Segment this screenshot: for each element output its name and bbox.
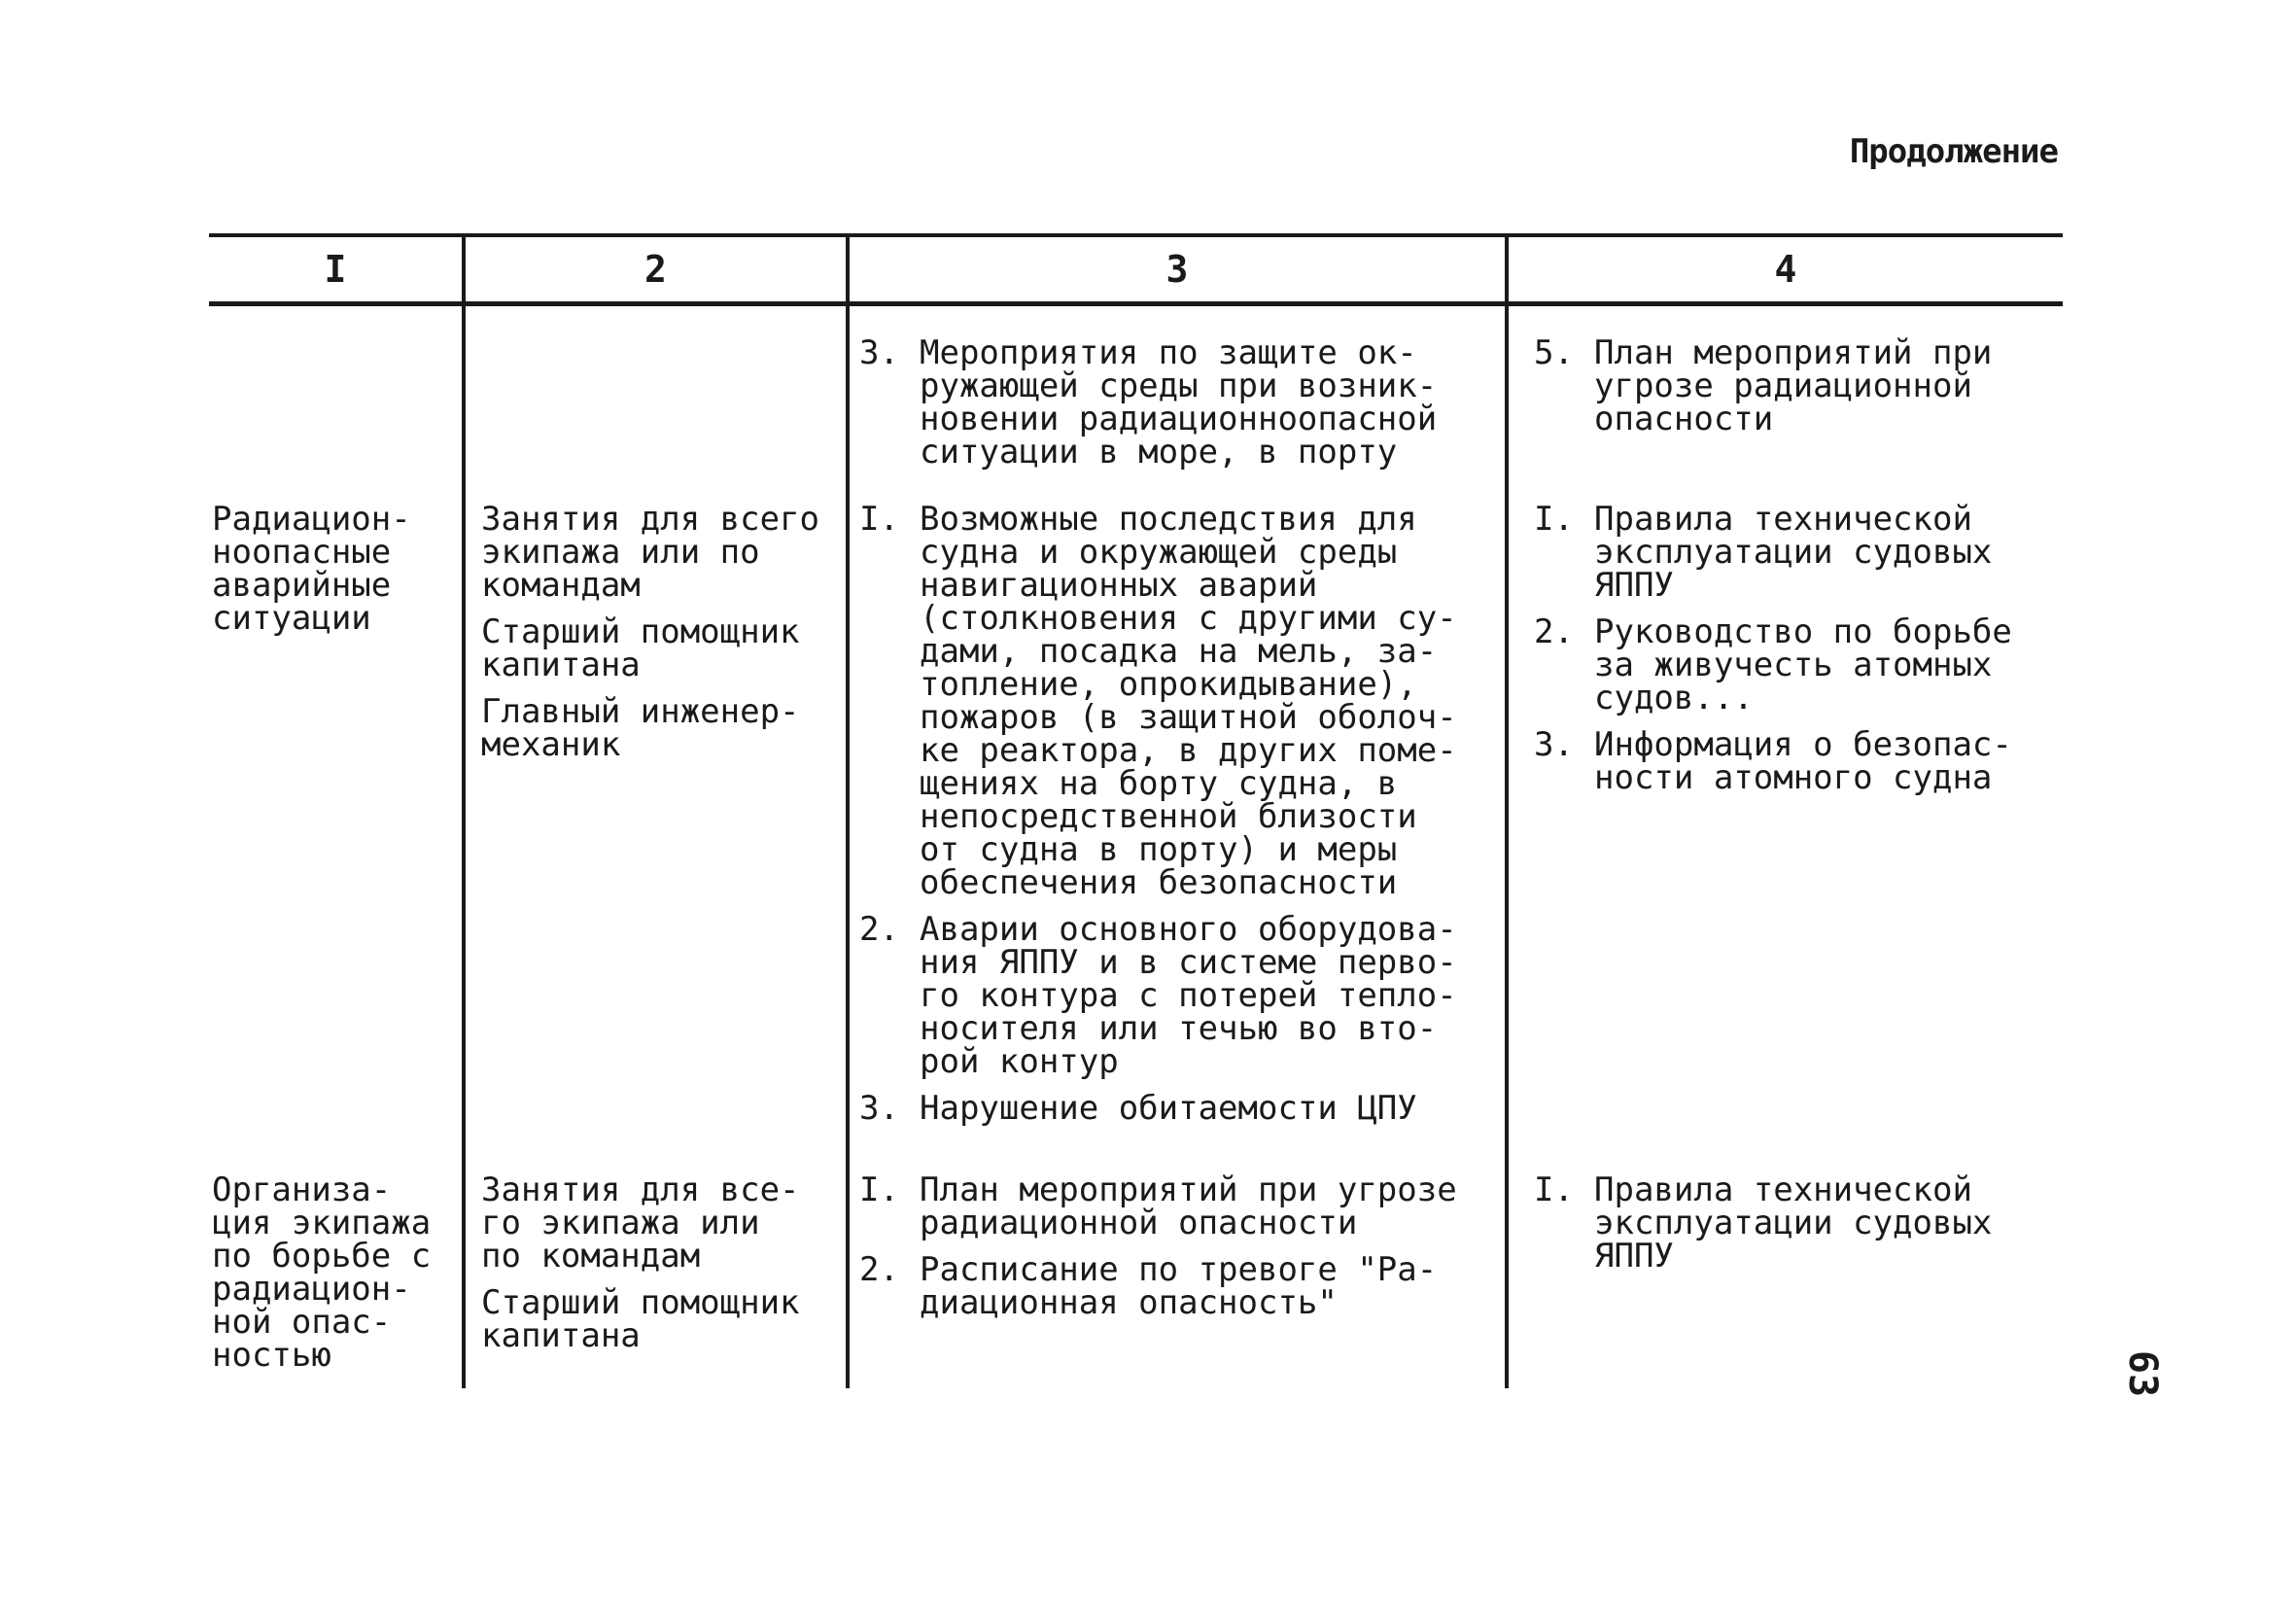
item-number: 2. xyxy=(1534,612,1574,651)
list-item xyxy=(1534,612,2059,717)
list-item xyxy=(859,333,1501,472)
column-header-1: I xyxy=(324,248,347,291)
row1-col3 xyxy=(859,333,1501,482)
row3-col2 xyxy=(481,1173,843,1366)
row3-col2-line2: Старший помощник капитана xyxy=(481,1283,800,1355)
item-number: I. xyxy=(1534,1171,1574,1209)
item-text: Информация о безопас- ности атомного судна xyxy=(1594,725,2012,797)
row2-col1: Радиацион- ноопасные аварийные ситуации xyxy=(212,500,411,638)
list-item xyxy=(1534,333,2059,438)
item-number: 2. xyxy=(859,910,899,949)
header-bottom-rule xyxy=(209,301,2063,306)
list-item xyxy=(859,1250,1501,1322)
list-item xyxy=(859,1089,1501,1128)
row2-col4 xyxy=(1534,500,2059,808)
row2-col2-line3: Главный инженер- механик xyxy=(481,692,800,764)
row2-col2-line1: Занятия для всего экипажа или по командам xyxy=(481,500,819,605)
item-text: Нарушение обитаемости ЦПУ xyxy=(920,1089,1417,1128)
column-header-4: 4 xyxy=(1774,248,1797,291)
item-text: Правила технической эксплуатации судовых ЯППУ xyxy=(1594,500,1993,605)
row2-col2-line2: Старший помощник капитана xyxy=(481,612,800,684)
item-text: Мероприятия по защите ок- ружающей среды при возник- новении радиационноопасной ситуации в море, в порту xyxy=(920,333,1438,472)
item-number: 3. xyxy=(1534,725,1574,764)
column-divider-2 xyxy=(846,233,850,1388)
continuation-label: Продолжение xyxy=(1849,132,2058,171)
item-text: Руководство по борьбе за живучесть атомных судов... xyxy=(1594,612,2012,717)
list-item xyxy=(859,500,1501,902)
row1-col4 xyxy=(1534,333,2059,449)
item-number: I. xyxy=(1534,500,1574,539)
column-header-3: 3 xyxy=(1165,248,1189,291)
item-text: Расписание по тревоге "Ра- диационная опасность" xyxy=(920,1250,1438,1322)
item-number: 2. xyxy=(859,1250,899,1289)
list-item xyxy=(1534,1171,2059,1276)
item-text: Возможные последствия для судна и окружающей среды навигационных аварий (столкновения с другими су- дами, посадка на мель, за- топление, опрокидывание), пожаров (в защитной оболоч- ке реактора, в других поме- щениях на борту судна, в непосредственной близости от судна в порту) и меры обеспечения безопасности xyxy=(920,500,1457,902)
row3-col3 xyxy=(859,1173,1501,1333)
item-number: I. xyxy=(859,500,899,539)
list-item xyxy=(1534,725,2059,797)
list-item xyxy=(859,910,1501,1081)
row3-col2-line1: Занятия для все- го экипажа или по командам xyxy=(481,1171,800,1276)
item-text: План мероприятий при угрозе радиационной опасности xyxy=(920,1171,1457,1242)
page-number: 63 xyxy=(2120,1349,2166,1398)
table-top-rule xyxy=(209,233,2063,237)
item-number: I. xyxy=(859,1171,899,1209)
list-item xyxy=(859,1173,1501,1240)
row3-col1: Организа- ция экипажа по борьбе с радиацион- ной опас- ностью xyxy=(212,1171,432,1375)
item-text: Аварии основного оборудова- ния ЯППУ и в системе перво- го контура с потерей тепло- носителя или течью во вто- рой контур xyxy=(920,910,1457,1081)
item-number: 3. xyxy=(859,1089,899,1128)
row2-col2 xyxy=(481,500,843,775)
list-item xyxy=(1534,500,2059,605)
row3-col4 xyxy=(1534,1173,2059,1286)
row2-col3 xyxy=(859,500,1501,1138)
column-header-2: 2 xyxy=(644,248,667,291)
item-number: 5. xyxy=(1534,333,1574,372)
item-text: План мероприятий при угрозе радиационной опасности xyxy=(1594,333,1993,438)
column-divider-3 xyxy=(1505,233,1509,1388)
item-number: 3. xyxy=(859,333,899,372)
item-text: Правила технической эксплуатации судовых ЯППУ xyxy=(1594,1171,1993,1276)
column-divider-1 xyxy=(462,233,466,1388)
